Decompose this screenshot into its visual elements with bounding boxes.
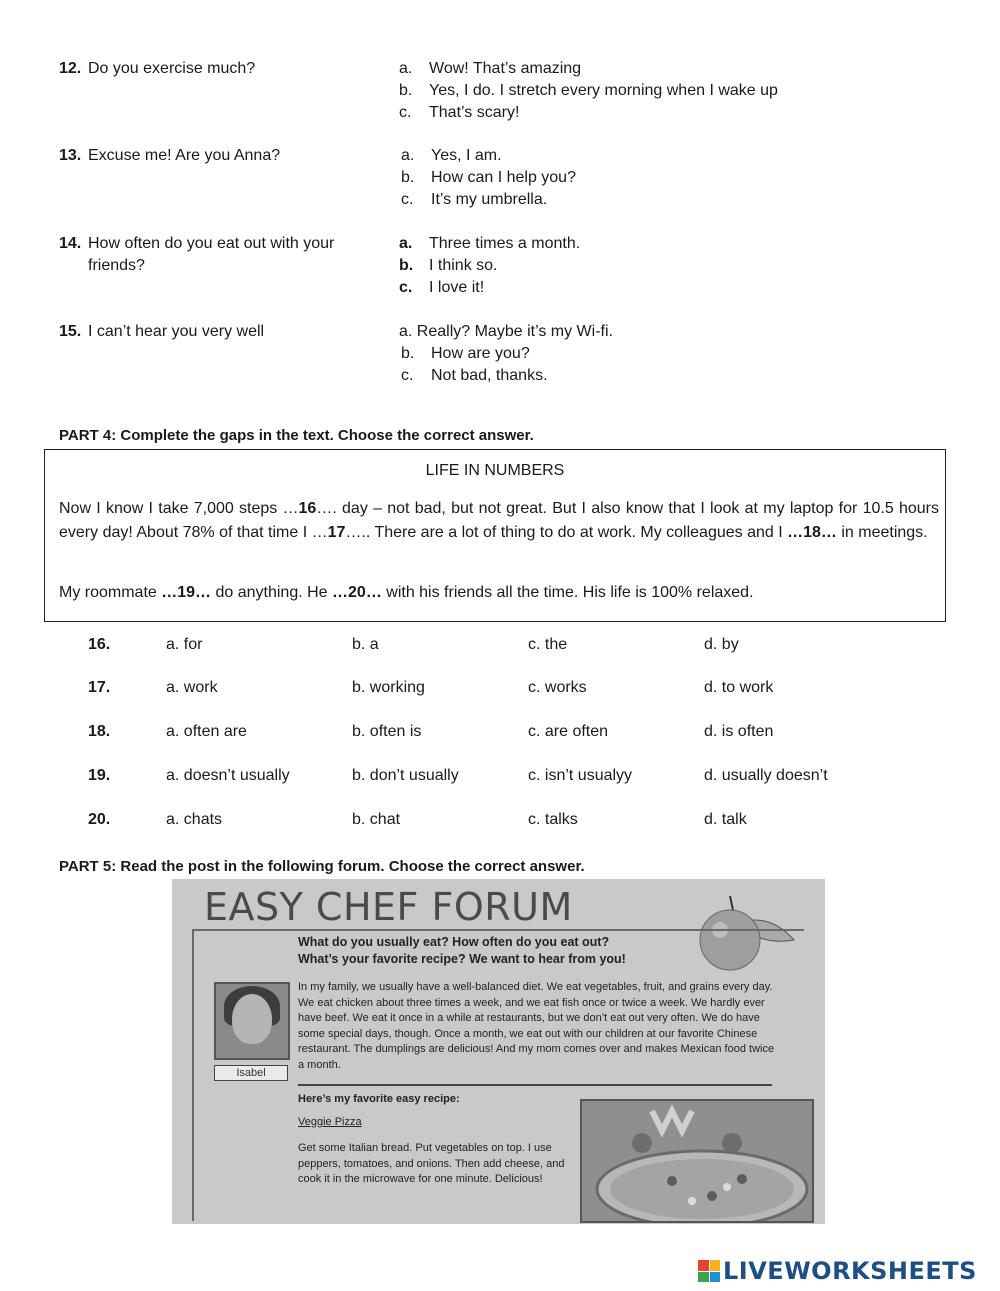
- answer-row-18: [0, 723, 1000, 747]
- part4-heading: PART 4: Complete the gaps in the text. Choose the correct answer.: [59, 427, 534, 444]
- logo-square: [698, 1260, 709, 1271]
- question-text: Excuse me! Are you Anna?: [88, 147, 281, 164]
- gap-16: 16: [298, 500, 317, 517]
- reading-paragraph-2: My roommate …19… do anything. He …20… with his friends all the time. His life is 100% relaxed.: [59, 584, 754, 601]
- option-b[interactable]: b. I think so.: [399, 257, 498, 274]
- question-text: How often do you eat out with your friends?: [88, 235, 335, 274]
- row-number: 17.: [88, 679, 111, 696]
- option-c[interactable]: c. Not bad, thanks.: [401, 367, 548, 384]
- option-b[interactable]: b. How can I help you?: [401, 169, 576, 186]
- recipe-heading: Here’s my favorite easy recipe:: [298, 1093, 460, 1105]
- choice-d[interactable]: d. usually doesn’t: [704, 767, 828, 784]
- choice-b[interactable]: b. a: [352, 636, 379, 653]
- part5-heading: PART 5: Read the post in the following forum. Choose the correct answer.: [59, 858, 585, 875]
- forum-title: EASY CHEF FORUM: [204, 885, 573, 929]
- row-number: 16.: [88, 636, 111, 653]
- answer-row-17: [0, 679, 1000, 703]
- choice-a[interactable]: a. doesn’t usually: [166, 767, 290, 784]
- question-number: 13.: [59, 147, 82, 164]
- pizza-image: [580, 1099, 814, 1223]
- logo-square: [698, 1272, 709, 1283]
- choice-d[interactable]: d. by: [704, 636, 739, 653]
- logo-mark-icon: [698, 1260, 720, 1282]
- question-number: 15.: [59, 323, 82, 340]
- option-a[interactable]: a. Really? Maybe it’s my Wi-fi.: [399, 323, 613, 340]
- logo-square: [710, 1272, 721, 1283]
- choice-c[interactable]: c. are often: [528, 723, 609, 740]
- choice-b[interactable]: b. don’t usually: [352, 767, 459, 784]
- choice-a[interactable]: a. work: [166, 679, 218, 696]
- choice-c[interactable]: c. isn’t usualyy: [528, 767, 633, 784]
- choice-c[interactable]: c. the: [528, 636, 568, 653]
- gap-17: 17: [327, 524, 346, 541]
- gap-20: …20…: [332, 584, 382, 601]
- forum-image: [172, 879, 825, 1224]
- forum-question: What do you usually eat? How often do you eat out? What’s your favorite recipe? We want to hear from you!: [298, 935, 626, 966]
- option-a[interactable]: a. Three times a month.: [399, 235, 581, 252]
- choice-a[interactable]: a. for: [166, 636, 203, 653]
- choice-d[interactable]: d. to work: [704, 679, 774, 696]
- gap-19: …19…: [161, 584, 212, 601]
- liveworksheets-logo: [698, 1256, 977, 1286]
- reading-text-box: [44, 449, 946, 622]
- reading-title: LIFE IN NUMBERS: [425, 462, 565, 479]
- choice-a[interactable]: a. chats: [166, 811, 223, 828]
- pizza-icon: [582, 1101, 812, 1221]
- question-number: 12.: [59, 60, 82, 77]
- answer-row-19: [0, 767, 1000, 791]
- recipe-name: Veggie Pizza: [298, 1116, 362, 1128]
- row-number: 18.: [88, 723, 111, 740]
- row-number: 19.: [88, 767, 111, 784]
- choice-c[interactable]: c. works: [528, 679, 587, 696]
- forum-post-text: In my family, we usually have a well-balanced diet. We eat vegetables, fruit, and grains every day. We eat chicken about three times a week, and we eat fish once or twice a week. We hardly ever have beef. We eat it once in a while at restaurants, but we don’t eat out very often. We do have some special days, though. Once a month, we eat out with our children at our favorite Chinese restaurant. The dumplings are delicious! And my mom comes over and makes Mexican food twice a month.: [298, 981, 775, 1071]
- option-b[interactable]: b. Yes, I do. I stretch every morning when I wake up: [399, 82, 778, 99]
- row-number: 20.: [88, 811, 111, 828]
- choice-a[interactable]: a. often are: [166, 723, 247, 740]
- gap-18: …18…: [787, 524, 837, 541]
- option-c[interactable]: c. That’s scary!: [399, 104, 520, 121]
- logo-text: LIVEWORKSHEETS: [723, 1257, 977, 1285]
- answer-row-16: [0, 636, 1000, 660]
- choice-b[interactable]: b. often is: [352, 723, 422, 740]
- answer-row-20: [0, 811, 1000, 835]
- question-number: 14.: [59, 235, 82, 252]
- choice-c[interactable]: c. talks: [528, 811, 578, 828]
- choice-d[interactable]: d. talk: [704, 811, 747, 828]
- question-text: Do you exercise much?: [88, 60, 256, 77]
- reading-paragraph-1: Now I know I take 7,000 steps …16…. day – not bad, but not great. But I also know that I look at my laptop for 10.5 hours every day! About 78% of that time I …17….. There are a lot of thing to do at work. My colleagues and I …18… in meetings.: [59, 500, 940, 541]
- option-b[interactable]: b. How are you?: [401, 345, 530, 362]
- user-name-tag: Isabel: [214, 1065, 288, 1081]
- option-c[interactable]: c. It’s my umbrella.: [401, 191, 548, 208]
- choice-b[interactable]: b. working: [352, 679, 425, 696]
- question-text: I can’t hear you very well: [88, 323, 265, 340]
- option-c[interactable]: c. I love it!: [399, 279, 485, 296]
- choice-b[interactable]: b. chat: [352, 811, 401, 828]
- choice-d[interactable]: d. is often: [704, 723, 774, 740]
- avatar: [214, 982, 290, 1060]
- divider: [298, 1084, 772, 1086]
- option-a[interactable]: a. Yes, I am.: [401, 147, 502, 164]
- logo-square: [710, 1260, 721, 1271]
- recipe-text: Get some Italian bread. Put vegetables on top. I use peppers, tomatoes, and onions. Then add cheese, and cook it in the microwave for one minute. Delicious!: [298, 1142, 565, 1185]
- option-a[interactable]: a. Wow! That’s amazing: [399, 60, 582, 77]
